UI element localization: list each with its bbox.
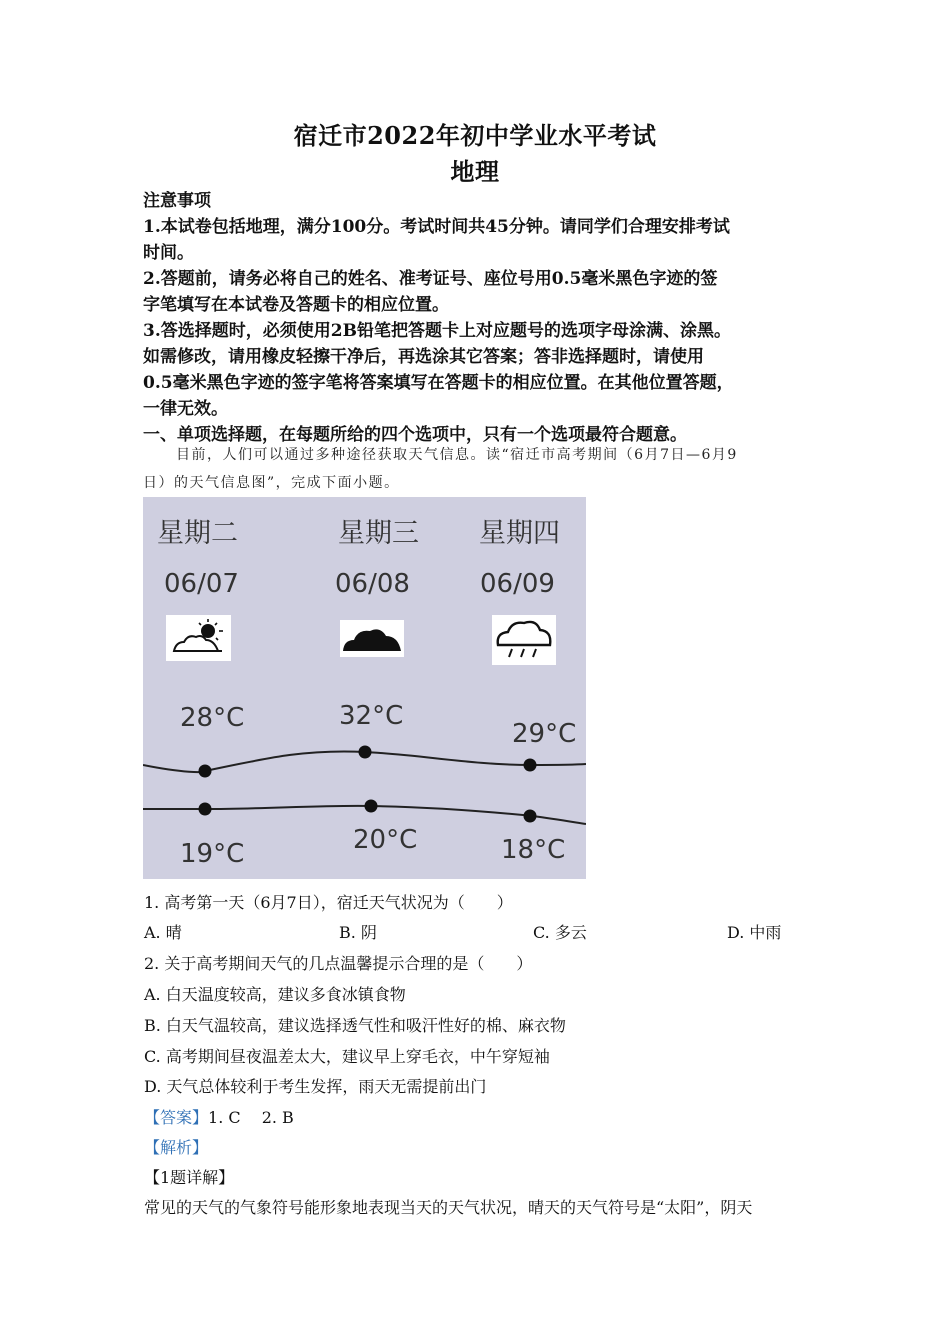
option-a: A. 晴 [144, 923, 182, 942]
day-label: 星期二 [157, 518, 238, 549]
high-temp-label: 29°C [512, 719, 577, 749]
high-temp-point [524, 759, 537, 772]
option-b: B. 阴 [339, 923, 377, 942]
notice-line: 3.答选择题时，必须使用2B铅笔把答题卡上对应题号的选项字母涂满、涂黑。 [143, 321, 731, 341]
low-temp-point [199, 803, 212, 816]
option-c: C. 多云 [533, 923, 587, 942]
low-temp-label: 19°C [180, 839, 245, 869]
notice-line: 时间。 [143, 243, 194, 263]
notice-line: 字笔填写在本试卷及答题卡的相应位置。 [143, 295, 449, 315]
day-label: 星期四 [479, 518, 560, 549]
section-title: 一、单项选择题，在每题所给的四个选项中，只有一个选项最符合题意。 [143, 425, 687, 445]
explanation-text: 常见的天气的气象符号能形象地表现当天的天气状况，晴天的天气符号是“太阳”，阴天 [144, 1198, 753, 1217]
low-temp-point [524, 810, 537, 823]
exam-title: 宿迁市2022年初中学业水平考试 [293, 121, 657, 150]
intro-line: 目前，人们可以通过多种途径获取天气信息。读“宿迁市高考期间（6月7日—6月9 [176, 447, 738, 463]
option-b: B. 白天气温较高，建议选择透气性和吸汗性好的棉、麻衣物 [144, 1016, 566, 1035]
date-label: 06/08 [335, 569, 410, 599]
answer-text: 1. C 2. B [208, 1108, 294, 1127]
answer-line [144, 1105, 294, 1128]
notice-heading: 注意事项 [143, 191, 211, 211]
low-temp-point [365, 800, 378, 813]
day-label: 星期三 [338, 518, 419, 549]
date-label: 06/09 [480, 569, 555, 599]
weather-forecast-figure [143, 497, 586, 879]
intro-line: 日）的天气信息图”，完成下面小题。 [143, 475, 400, 491]
detail-tag: 【1题详解】 [144, 1168, 235, 1187]
analysis-tag: 【解析】 [144, 1138, 209, 1157]
notice-line: 1.本试卷包括地理，满分100分。考试时间共45分钟。请同学们合理安排考试 [143, 217, 730, 237]
option-c: C. 高考期间昼夜温差太大，建议早上穿毛衣，中午穿短袖 [144, 1047, 550, 1066]
option-d: D. 天气总体较利于考生发挥，雨天无需提前出门 [144, 1077, 487, 1096]
answer-tag: 【答案】 [144, 1108, 209, 1127]
date-label: 06/07 [164, 569, 239, 599]
low-temp-label: 20°C [353, 825, 418, 855]
notice-line: 0.5毫米黑色字迹的签字笔将答案填写在答题卡的相应位置。在其他位置答题， [143, 373, 734, 393]
high-temp-point [199, 765, 212, 778]
high-temp-label: 28°C [180, 703, 245, 733]
option-a: A. 白天温度较高，建议多食冰镇食物 [144, 985, 406, 1004]
question-2-stem: 2. 关于高考期间天气的几点温馨提示合理的是（ ） [144, 954, 533, 973]
high-temp-label: 32°C [339, 701, 404, 731]
notice-line: 一律无效。 [143, 399, 228, 419]
high-temp-point [359, 746, 372, 759]
low-temp-label: 18°C [501, 835, 566, 865]
notice-line: 如需修改，请用橡皮轻擦干净后，再选涂其它答案；答非选择题时，请使用 [143, 347, 704, 367]
temperature-curves [143, 497, 586, 879]
option-d: D. 中雨 [727, 923, 782, 942]
subject-title: 地理 [450, 157, 500, 186]
question-1-stem: 1. 高考第一天（6月7日），宿迁天气状况为（ ） [144, 893, 513, 912]
notice-line: 2.答题前，请务必将自己的姓名、准考证号、座位号用0.5毫米黑色字迹的签 [143, 269, 718, 289]
